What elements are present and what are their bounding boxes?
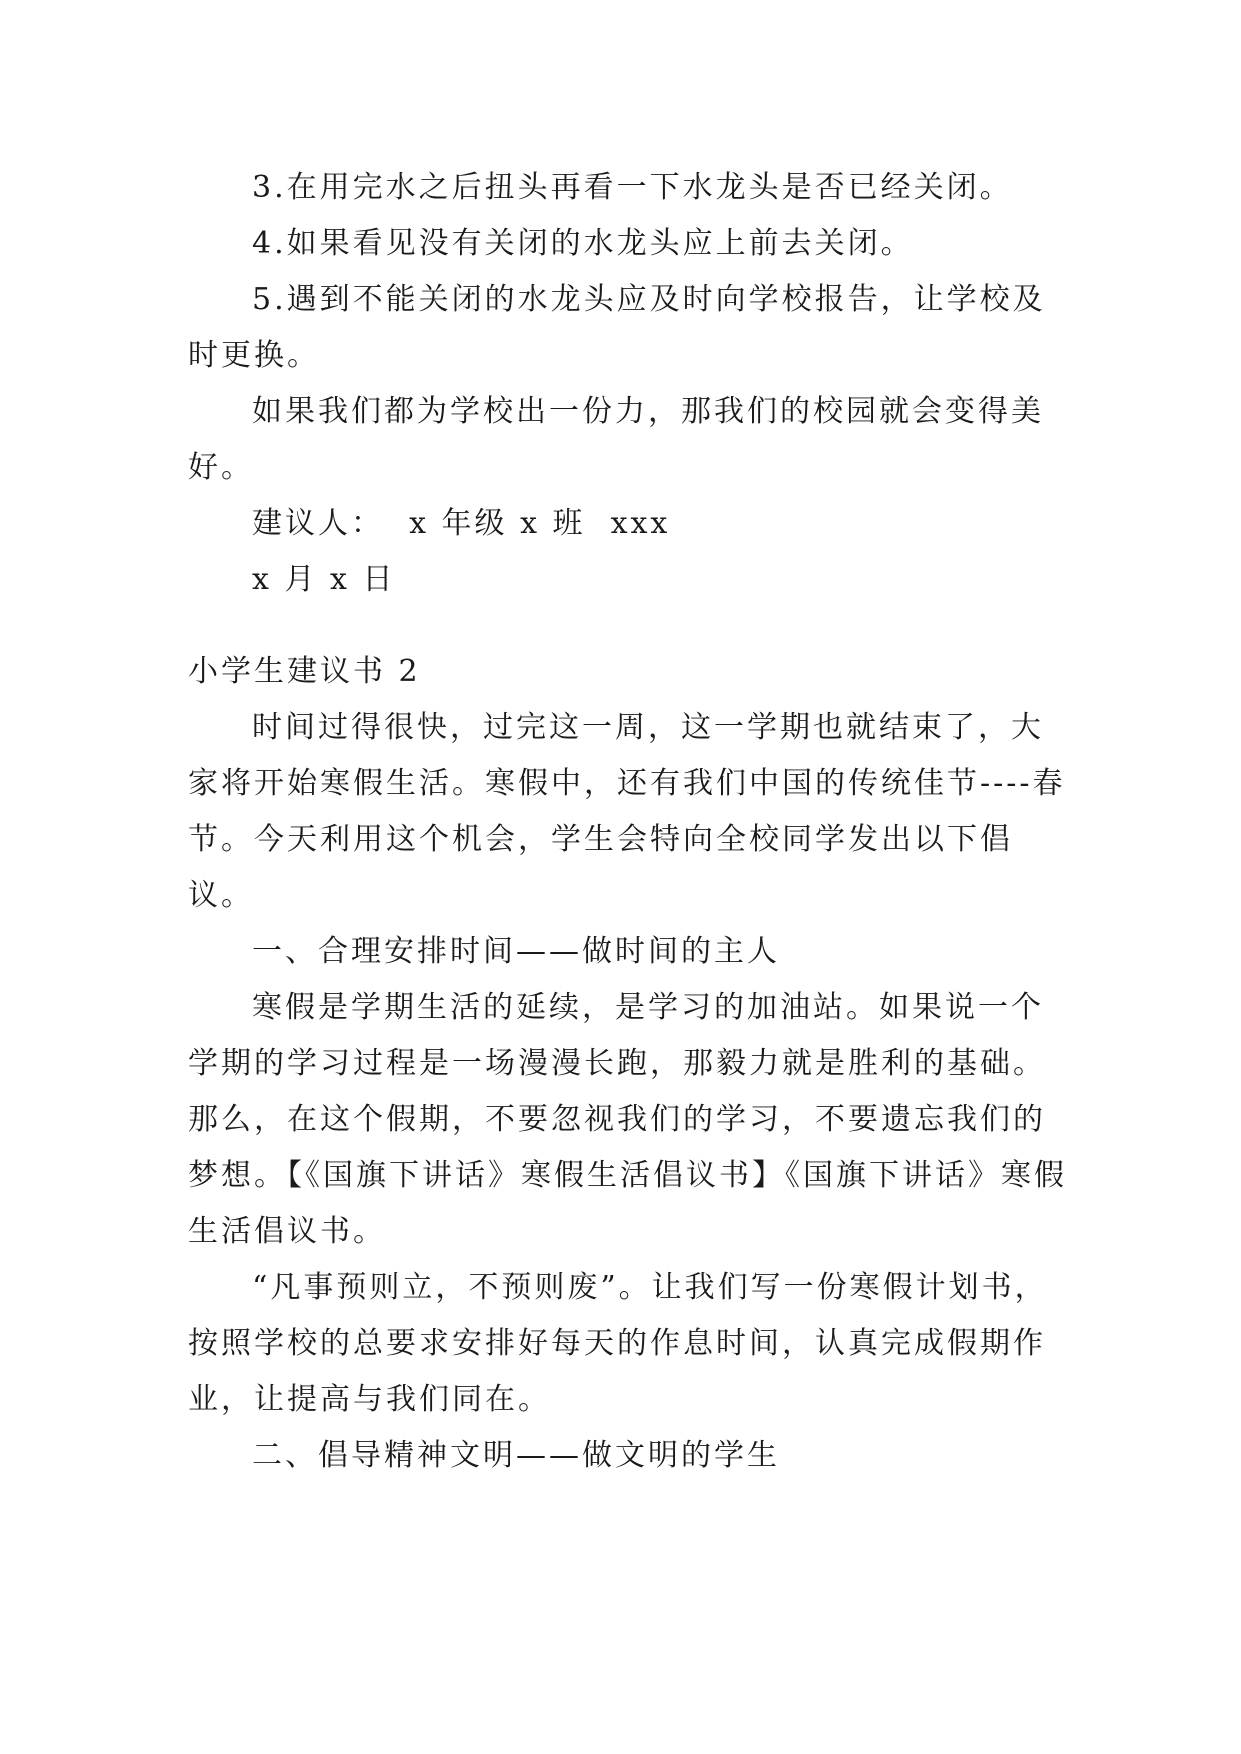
intro-paragraph: 时间过得很快，过完这一周，这一学期也就结束了，大家将开始寒假生活。寒假中，还有我们中国的传统佳节----春节。今天利用这个机会，学生会特向全校同学发出以下倡议。 [188, 710, 1066, 913]
section-title: 小学生建议书 2 [188, 654, 421, 689]
closing-paragraph: 如果我们都为学校出一份力，那我们的校园就会变得美好。 [188, 394, 1044, 485]
date-line: x 月 x 日 [252, 562, 396, 597]
document-body [188, 160, 1068, 1484]
list-item-5: 5.遇到不能关闭的水龙头应及时向学校报告，让学校及时更换。 [188, 282, 1046, 373]
heading-one: 一、合理安排时间——做时间的主人 [252, 934, 780, 969]
body-paragraph: 寒假是学期生活的延续，是学习的加油站。如果说一个学期的学习过程是一场漫漫长跑，那毅力就是胜利的基础。那么，在这个假期，不要忽视我们的学习，不要遗忘我们的梦想。【《国旗下讲话》寒假生活倡议书】《国旗下讲话》寒假生活倡议书。 [188, 990, 1067, 1249]
list-item-4: 4.如果看见没有关闭的水龙头应上前去关闭。 [252, 226, 914, 261]
heading-two: 二、倡导精神文明——做文明的学生 [252, 1438, 780, 1473]
list-item-3: 3.在用完水之后扭头再看一下水龙头是否已经关闭。 [252, 170, 1013, 205]
signature-line: 建议人： x 年级 x 班 xxx [252, 506, 671, 541]
body-paragraph: “凡事预则立，不预则废”。让我们写一份寒假计划书，按照学校的总要求安排好每天的作息时间，认真完成假期作业，让提高与我们同在。 [188, 1270, 1048, 1417]
